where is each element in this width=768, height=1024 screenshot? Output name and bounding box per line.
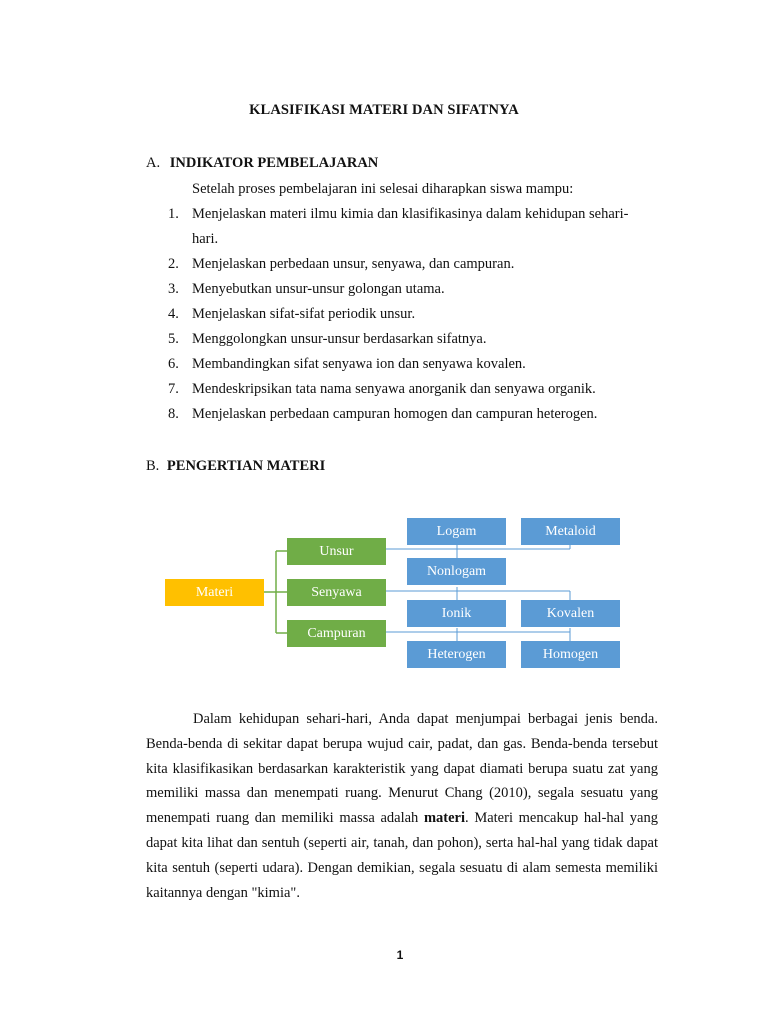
document-title: KLASIFIKASI MATERI DAN SIFATNYA xyxy=(249,102,519,118)
list-item-text: Menggolongkan unsur-unsur berdasarkan sifatnya. xyxy=(192,331,487,347)
list-item-number: 4. xyxy=(168,306,179,322)
list-item-text: Menyebutkan unsur-unsur golongan utama. xyxy=(192,281,445,297)
list-item xyxy=(168,306,415,323)
list-item xyxy=(168,256,514,273)
list-item xyxy=(168,356,526,373)
list-item-continuation: hari. xyxy=(192,231,219,247)
list-item-text: Membandingkan sifat senyawa ion dan senyawa kovalen. xyxy=(192,356,526,372)
node-campuran: Campuran xyxy=(287,620,386,647)
list-item-text: Menjelaskan perbedaan campuran homogen dan campuran heterogen. xyxy=(192,406,598,422)
node-materi: Materi xyxy=(165,579,264,606)
list-item-text: Menjelaskan sifat-sifat periodik unsur. xyxy=(192,306,416,322)
node-heterogen: Heterogen xyxy=(407,641,506,668)
node-unsur: Unsur xyxy=(287,538,386,565)
list-item-number: 3. xyxy=(168,281,179,297)
node-kovalen: Kovalen xyxy=(521,600,620,627)
node-nonlogam: Nonlogam xyxy=(407,558,506,585)
list-item-text: Menjelaskan perbedaan unsur, senyawa, dan campuran. xyxy=(192,256,515,272)
node-senyawa: Senyawa xyxy=(287,579,386,606)
page-number: 1 xyxy=(396,948,404,962)
list-item-number: 8. xyxy=(168,406,179,422)
body-paragraph xyxy=(146,707,658,905)
list-item-number: 5. xyxy=(168,331,179,347)
section-b-title: PENGERTIAN MATERI xyxy=(166,458,326,474)
section-a-intro: Setelah proses pembelajaran ini selesai diharapkan siswa mampu: xyxy=(192,181,574,197)
list-item xyxy=(168,331,486,348)
node-homogen: Homogen xyxy=(521,641,620,668)
node-metaloid: Metaloid xyxy=(521,518,620,545)
list-item xyxy=(168,281,445,298)
list-item xyxy=(168,381,596,398)
section-b-letter: B. xyxy=(146,458,160,474)
paragraph-text-part-1: Dalam kehidupan sehari-hari, Anda dapat menjumpai berbagai jenis benda. Benda-benda di sekitar dapat berupa wujud cair, padat, dan gas. Benda-benda tersebut kita klasifikasikan berdasarkan karakteristik yang dapat diamati berupa suatu zat yang memiliki massa dan menempati ruang. Menurut Chang (2010), segala sesuatu yang menempati ruang dan memiliki massa adalah xyxy=(146,711,658,827)
node-logam: Logam xyxy=(407,518,506,545)
list-item xyxy=(168,406,597,423)
list-item-number: 7. xyxy=(168,381,179,397)
list-item-text: Menjelaskan materi ilmu kimia dan klasifikasinya dalam kehidupan sehari- xyxy=(192,206,629,222)
list-item-text: Mendeskripsikan tata nama senyawa anorganik dan senyawa organik. xyxy=(192,381,596,397)
paragraph-text-part-2: . Materi mencakup hal-hal yang dapat kita lihat dan sentuh (seperti air, tanah, dan pohon), serta hal-hal yang tidak dapat kita sentuh (seperti udara). Dengan demikian, segala sesuatu di alam semesta memiliki kaitannya dengan "kimia". xyxy=(146,810,658,901)
section-a-heading xyxy=(146,155,378,172)
section-a-title: INDIKATOR PEMBELAJARAN xyxy=(169,155,379,171)
list-item xyxy=(168,206,628,223)
paragraph-bold-term: materi xyxy=(423,810,466,827)
list-item-number: 1. xyxy=(168,206,179,222)
list-item-number: 6. xyxy=(168,356,179,372)
section-b-heading xyxy=(146,458,325,475)
section-a-letter: A. xyxy=(146,155,161,171)
list-item-number: 2. xyxy=(168,256,179,272)
node-ionik: Ionik xyxy=(407,600,506,627)
